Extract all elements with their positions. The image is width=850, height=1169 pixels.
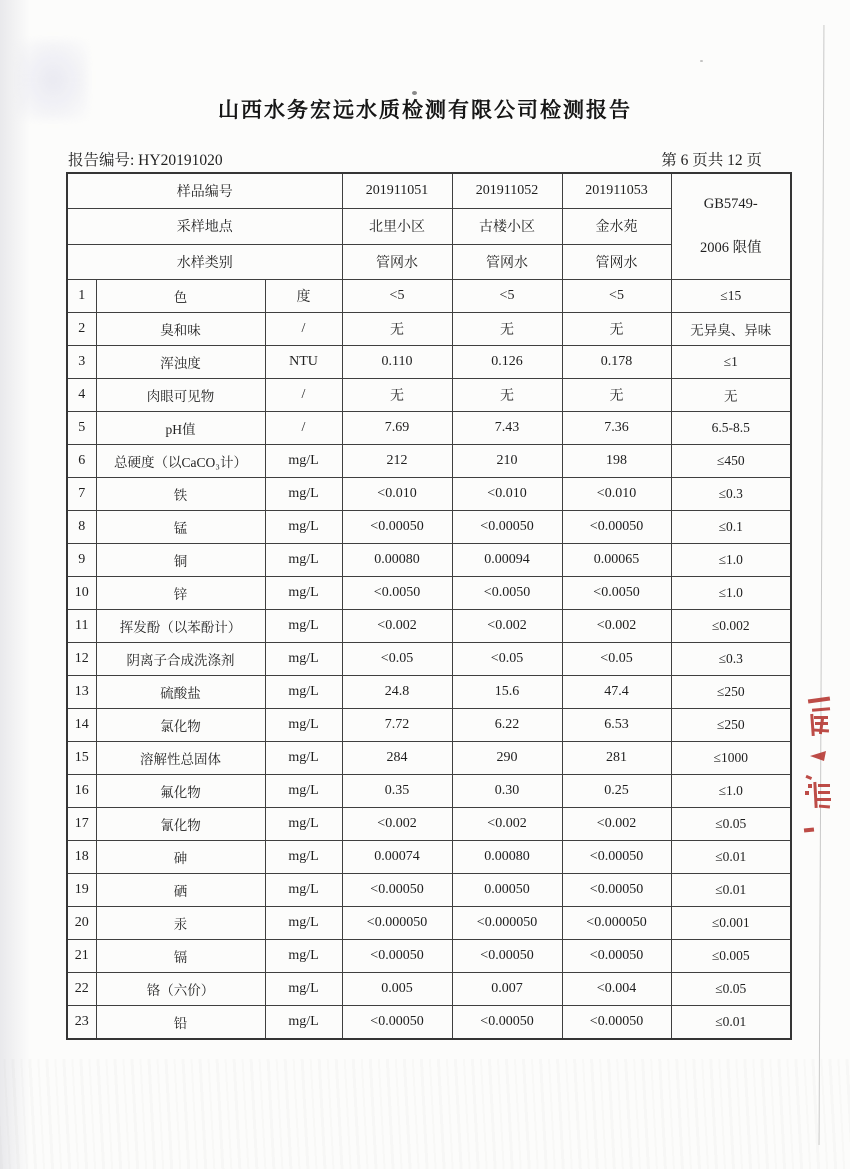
limit-value-cell: ≤0.005: [671, 940, 791, 973]
limit-value-cell: ≤0.05: [671, 973, 791, 1006]
table-row: [67, 676, 791, 709]
limit-value-cell: ≤0.05: [671, 808, 791, 841]
sample1-value-cell: <0.010: [342, 478, 452, 511]
sample1-value-cell: <0.0050: [342, 577, 452, 610]
sample3-value-cell: <0.0050: [562, 577, 671, 610]
limit-value-cell: ≤250: [671, 676, 791, 709]
unit-cell: 度: [265, 280, 342, 313]
unit-cell: mg/L: [265, 709, 342, 742]
row-number-cell: 19: [67, 874, 96, 907]
unit-cell: /: [265, 313, 342, 346]
table-row: [67, 907, 791, 940]
unit-cell: mg/L: [265, 643, 342, 676]
sample2-value-cell: <0.002: [452, 808, 562, 841]
sample1-value-cell: <0.00050: [342, 940, 452, 973]
table-row: [67, 346, 791, 379]
row-number-cell: 17: [67, 808, 96, 841]
limit-value-cell: ≤1: [671, 346, 791, 379]
parameter-name-cell: 溶解性总固体: [96, 742, 265, 775]
limit-value-cell: 6.5-8.5: [671, 412, 791, 445]
row-number-cell: 6: [67, 445, 96, 478]
sample2-value-cell: 0.00080: [452, 841, 562, 874]
sample1-value-cell: <5: [342, 280, 452, 313]
sample2-value-cell: 0.30: [452, 775, 562, 808]
scan-speck: [700, 60, 703, 62]
sample3-value-cell: <0.00050: [562, 841, 671, 874]
table-row: [67, 313, 791, 346]
unit-cell: mg/L: [265, 841, 342, 874]
sample2-value-cell: <0.000050: [452, 907, 562, 940]
sample2-value-cell: <0.00050: [452, 1006, 562, 1039]
table-row: [67, 742, 791, 775]
unit-cell: mg/L: [265, 511, 342, 544]
row-number-cell: 11: [67, 610, 96, 643]
row-number-cell: 9: [67, 544, 96, 577]
table-row: [67, 412, 791, 445]
sample-id-value: 201911051: [342, 173, 452, 209]
sample1-value-cell: 7.72: [342, 709, 452, 742]
row-number-cell: 21: [67, 940, 96, 973]
table-row: [67, 643, 791, 676]
page-fold-line: [819, 25, 825, 1145]
limit-value-cell: ≤0.1: [671, 511, 791, 544]
table-row: [67, 445, 791, 478]
sample1-value-cell: <0.002: [342, 808, 452, 841]
water-quality-results-table: [66, 172, 792, 1040]
sample2-value-cell: 0.007: [452, 973, 562, 1006]
sample3-value-cell: <0.002: [562, 808, 671, 841]
sample1-value-cell: 0.35: [342, 775, 452, 808]
limit-value-cell: ≤0.001: [671, 907, 791, 940]
limit-value-cell: ≤250: [671, 709, 791, 742]
unit-cell: mg/L: [265, 874, 342, 907]
table-row: [67, 511, 791, 544]
parameter-name-cell: 浑浊度: [96, 346, 265, 379]
parameter-name-cell: 硫酸盐: [96, 676, 265, 709]
sample1-value-cell: 0.00080: [342, 544, 452, 577]
limit-value-cell: ≤0.01: [671, 841, 791, 874]
unit-cell: mg/L: [265, 907, 342, 940]
sample2-value-cell: <0.05: [452, 643, 562, 676]
parameter-name-cell: 铁: [96, 478, 265, 511]
unit-cell: mg/L: [265, 445, 342, 478]
limit-standard-line2: 2006 限值: [699, 239, 762, 256]
parameter-name-cell: 锰: [96, 511, 265, 544]
parameter-name-cell: 氯化物: [96, 709, 265, 742]
sample1-value-cell: 212: [342, 445, 452, 478]
table-row: [67, 577, 791, 610]
limit-value-cell: 无: [671, 379, 791, 412]
sample3-value-cell: 7.36: [562, 412, 671, 445]
header-row-sample-id: [67, 173, 791, 209]
parameter-name-cell: 硒: [96, 874, 265, 907]
page-title: 山西水务宏远水质检测有限公司检测报告: [218, 99, 632, 122]
sample1-value-cell: <0.00050: [342, 511, 452, 544]
sample2-value-cell: 290: [452, 742, 562, 775]
parameter-name-cell: 铅: [96, 1006, 265, 1039]
scan-edge-shading: [0, 0, 30, 1169]
row-number-cell: 3: [67, 346, 96, 379]
report-meta-row: [68, 148, 762, 170]
unit-cell: mg/L: [265, 478, 342, 511]
sample1-value-cell: <0.05: [342, 643, 452, 676]
sampling-site-value: 古楼小区: [452, 209, 562, 245]
row-number-cell: 10: [67, 577, 96, 610]
parameter-name-cell: 汞: [96, 907, 265, 940]
sample3-value-cell: <0.002: [562, 610, 671, 643]
table-row: [67, 610, 791, 643]
sample1-value-cell: 0.005: [342, 973, 452, 1006]
limit-standard-header: [671, 173, 791, 280]
parameter-name-cell: pH值: [96, 412, 265, 445]
unit-cell: NTU: [265, 346, 342, 379]
row-number-cell: 23: [67, 1006, 96, 1039]
row-number-cell: 14: [67, 709, 96, 742]
sample3-value-cell: 0.00065: [562, 544, 671, 577]
sample2-value-cell: <0.010: [452, 478, 562, 511]
row-number-cell: 16: [67, 775, 96, 808]
row-number-cell: 15: [67, 742, 96, 775]
table-row: [67, 874, 791, 907]
parameter-name-cell: 色: [96, 280, 265, 313]
parameter-name-cell: 阴离子合成洗涤剂: [96, 643, 265, 676]
sample3-value-cell: <0.05: [562, 643, 671, 676]
table-row: [67, 973, 791, 1006]
row-number-cell: 20: [67, 907, 96, 940]
sample2-value-cell: 0.126: [452, 346, 562, 379]
limit-value-cell: ≤0.01: [671, 874, 791, 907]
table-row: [67, 940, 791, 973]
table-row: [67, 1006, 791, 1039]
sample-type-value: 管网水: [562, 244, 671, 280]
table-row: [67, 544, 791, 577]
parameter-name-cell: 砷: [96, 841, 265, 874]
sample2-value-cell: 7.43: [452, 412, 562, 445]
sample3-value-cell: 无: [562, 379, 671, 412]
sample1-value-cell: 无: [342, 379, 452, 412]
limit-value-cell: ≤0.01: [671, 1006, 791, 1039]
sample-type-label: 水样类别: [67, 244, 342, 280]
sample-id-label: 样品编号: [67, 173, 342, 209]
sample1-value-cell: 无: [342, 313, 452, 346]
limit-value-cell: ≤15: [671, 280, 791, 313]
limit-value-cell: ≤450: [671, 445, 791, 478]
sample3-value-cell: 0.25: [562, 775, 671, 808]
sampling-site-label: 采样地点: [67, 209, 342, 245]
sample-id-value: 201911053: [562, 173, 671, 209]
sample3-value-cell: <0.010: [562, 478, 671, 511]
unit-cell: mg/L: [265, 676, 342, 709]
sample1-value-cell: 24.8: [342, 676, 452, 709]
sample1-value-cell: 7.69: [342, 412, 452, 445]
table-row: [67, 775, 791, 808]
sample2-value-cell: 210: [452, 445, 562, 478]
parameter-name-cell: 总硬度（以CaCO₃计）: [96, 445, 265, 478]
parameter-name-cell: 挥发酚（以苯酚计）: [96, 610, 265, 643]
report-number: 报告编号: HY20191020: [68, 152, 223, 169]
row-number-cell: 12: [67, 643, 96, 676]
limit-value-cell: ≤1.0: [671, 577, 791, 610]
sampling-site-value: 金水苑: [562, 209, 671, 245]
sample3-value-cell: <0.00050: [562, 940, 671, 973]
limit-value-cell: ≤1.0: [671, 775, 791, 808]
sample1-value-cell: 0.00074: [342, 841, 452, 874]
sample1-value-cell: 284: [342, 742, 452, 775]
sample3-value-cell: 0.178: [562, 346, 671, 379]
parameter-name-cell: 氰化物: [96, 808, 265, 841]
sample1-value-cell: <0.00050: [342, 1006, 452, 1039]
row-number-cell: 1: [67, 280, 96, 313]
sample2-value-cell: 6.22: [452, 709, 562, 742]
table-row: [67, 280, 791, 313]
unit-cell: mg/L: [265, 973, 342, 1006]
sample2-value-cell: <0.00050: [452, 511, 562, 544]
row-number-cell: 2: [67, 313, 96, 346]
table-row: [67, 808, 791, 841]
sample3-value-cell: <0.00050: [562, 511, 671, 544]
sample2-value-cell: 15.6: [452, 676, 562, 709]
scan-noise: [0, 1059, 850, 1169]
row-number-cell: 18: [67, 841, 96, 874]
sampling-site-value: 北里小区: [342, 209, 452, 245]
limit-value-cell: 无异臭、异味: [671, 313, 791, 346]
parameter-name-cell: 铜: [96, 544, 265, 577]
sample-type-value: 管网水: [342, 244, 452, 280]
limit-standard-line1: GB5749-: [703, 196, 758, 213]
parameter-name-cell: 铬（六价）: [96, 973, 265, 1006]
table-row: [67, 478, 791, 511]
page-indicator: 第 6 页共 12 页: [661, 152, 762, 169]
parameter-name-cell: 镉: [96, 940, 265, 973]
unit-cell: mg/L: [265, 742, 342, 775]
sample3-value-cell: 281: [562, 742, 671, 775]
limit-value-cell: ≤0.3: [671, 478, 791, 511]
sample1-value-cell: <0.000050: [342, 907, 452, 940]
unit-cell: mg/L: [265, 940, 342, 973]
limit-value-cell: ≤0.3: [671, 643, 791, 676]
unit-cell: mg/L: [265, 544, 342, 577]
parameter-name-cell: 臭和味: [96, 313, 265, 346]
sample3-value-cell: <0.00050: [562, 874, 671, 907]
sample3-value-cell: <0.004: [562, 973, 671, 1006]
parameter-name-cell: 氟化物: [96, 775, 265, 808]
sample-id-value: 201911052: [452, 173, 562, 209]
unit-cell: /: [265, 412, 342, 445]
unit-cell: mg/L: [265, 775, 342, 808]
sample-type-value: 管网水: [452, 244, 562, 280]
sample2-value-cell: <0.002: [452, 610, 562, 643]
limit-value-cell: ≤1000: [671, 742, 791, 775]
limit-value-cell: ≤1.0: [671, 544, 791, 577]
row-number-cell: 5: [67, 412, 96, 445]
sample2-value-cell: 0.00050: [452, 874, 562, 907]
unit-cell: mg/L: [265, 1006, 342, 1039]
sample1-value-cell: <0.00050: [342, 874, 452, 907]
sample3-value-cell: <0.00050: [562, 1006, 671, 1039]
unit-cell: mg/L: [265, 577, 342, 610]
sample2-value-cell: 无: [452, 313, 562, 346]
sample3-value-cell: 6.53: [562, 709, 671, 742]
sample3-value-cell: <0.000050: [562, 907, 671, 940]
sample2-value-cell: 0.00094: [452, 544, 562, 577]
parameter-name-cell: 锌: [96, 577, 265, 610]
table-row: [67, 379, 791, 412]
unit-cell: mg/L: [265, 610, 342, 643]
row-number-cell: 7: [67, 478, 96, 511]
limit-value-cell: ≤0.002: [671, 610, 791, 643]
sample1-value-cell: <0.002: [342, 610, 452, 643]
sample3-value-cell: 47.4: [562, 676, 671, 709]
row-number-cell: 13: [67, 676, 96, 709]
row-number-cell: 8: [67, 511, 96, 544]
table-row: [67, 841, 791, 874]
sample2-value-cell: <0.0050: [452, 577, 562, 610]
row-number-cell: 22: [67, 973, 96, 1006]
sample3-value-cell: 无: [562, 313, 671, 346]
table-row: [67, 709, 791, 742]
parameter-name-cell: 肉眼可见物: [96, 379, 265, 412]
sample3-value-cell: 198: [562, 445, 671, 478]
sample3-value-cell: <5: [562, 280, 671, 313]
unit-cell: mg/L: [265, 808, 342, 841]
row-number-cell: 4: [67, 379, 96, 412]
sample2-value-cell: <5: [452, 280, 562, 313]
sample2-value-cell: 无: [452, 379, 562, 412]
sample1-value-cell: 0.110: [342, 346, 452, 379]
sample2-value-cell: <0.00050: [452, 940, 562, 973]
unit-cell: /: [265, 379, 342, 412]
red-seal-fragment: [796, 688, 840, 843]
